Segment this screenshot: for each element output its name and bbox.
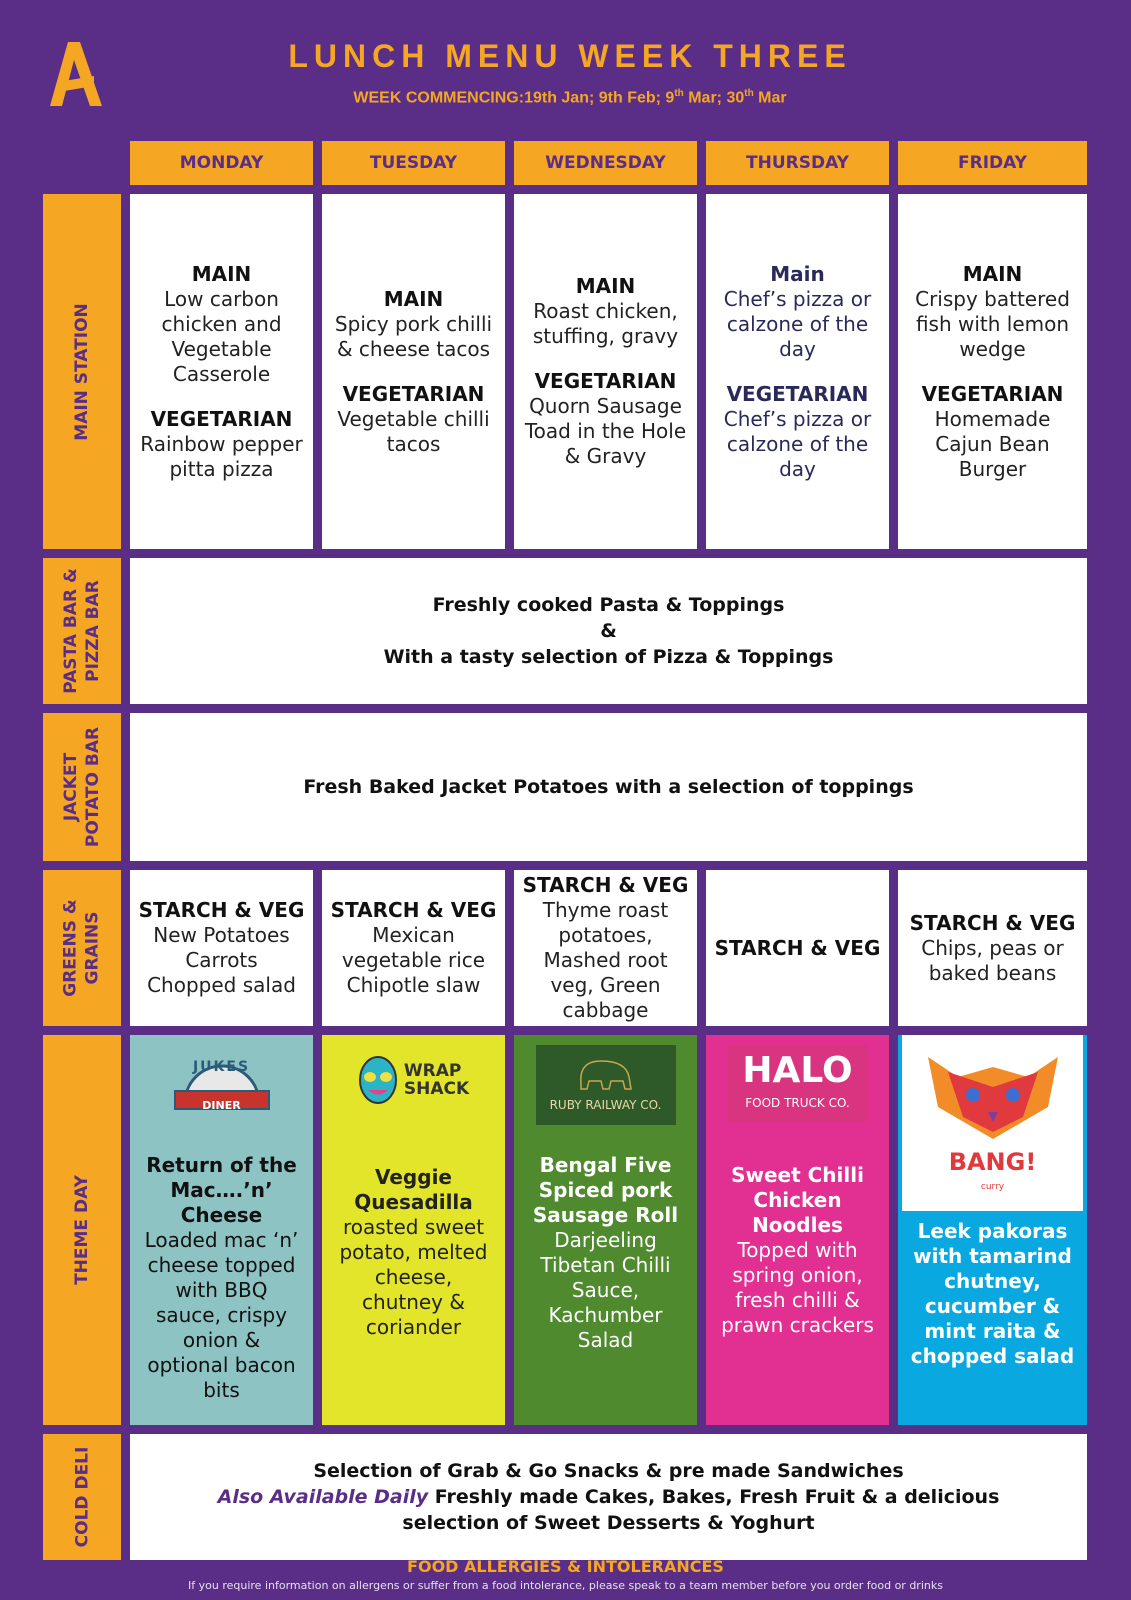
greens-tuesday: STARCH & VEG Mexican vegetable rice Chipotle slaw [322, 870, 505, 1026]
row-label-greens-grains: GREENS & GRAINS [43, 870, 121, 1026]
elephant-icon [571, 1053, 641, 1093]
jukes-diner-logo: JUKES DINER [163, 1045, 281, 1121]
greens-wednesday: STARCH & VEG Thyme roast potatoes, Mashed root veg, Green cabbage [514, 870, 697, 1026]
main-station-thursday: Main Chef’s pizza or calzone of the day VEGETARIAN Chef’s pizza or calzone of the day [706, 194, 889, 549]
main-station-friday: MAIN Crispy battered fish with lemon wedge VEGETARIAN Homemade Cajun Bean Burger [898, 194, 1087, 549]
theme-wednesday: RUBY RAILWAY CO. Bengal Five Spiced pork Sausage Roll Darjeeling Tibetan Chilli Sauce, Kachumber Salad [514, 1035, 697, 1425]
row-label-jacket-potato-bar: JACKET POTATO BAR [43, 713, 121, 861]
pasta-pizza-bar-cell: Freshly cooked Pasta & Toppings & With a tasty selection of Pizza & Toppings [130, 558, 1087, 704]
wrap-shack-logo: WRAP SHACK [358, 1055, 469, 1105]
week-commencing: WEEK COMMENCING:19th Jan; 9th Feb; 9th Mar; 30th Mar [353, 88, 787, 107]
greens-friday: STARCH & VEG Chips, peas or baked beans [898, 870, 1087, 1026]
day-header-thursday: THURSDAY [706, 141, 889, 185]
allergy-note: If you require information on allergens or suffer from a food intolerance, please speak to a team member before you order food or drinks [188, 1579, 943, 1592]
allergy-heading: FOOD ALLERGIES & INTOLERANCES [407, 1557, 724, 1576]
day-header-monday: MONDAY [130, 141, 313, 185]
a-monogram-logo [50, 42, 102, 106]
page-title: LUNCH MENU WEEK THREE [288, 38, 852, 74]
ruby-railway-logo: RUBY RAILWAY CO. [536, 1045, 676, 1125]
theme-friday: BANG! curry Leek pakoras with tamarind chutney, cucumber & mint raita & chopped salad [898, 1035, 1087, 1425]
bang-curry-logo: BANG! curry [902, 1035, 1083, 1211]
greens-thursday: STARCH & VEG [706, 870, 889, 1026]
theme-thursday: HALO FOOD TRUCK CO. Sweet Chilli Chicken Noodles Topped with spring onion, fresh chilli & prawn crackers [706, 1035, 889, 1425]
main-station-tuesday: MAIN Spicy pork chilli & cheese tacos VEGETARIAN Vegetable chilli tacos [322, 194, 505, 549]
row-label-main-station: MAIN STATION [43, 194, 121, 549]
row-label-cold-deli: COLD DELI [43, 1434, 121, 1560]
tiger-face-icon [918, 1047, 1068, 1143]
day-header-wednesday: WEDNESDAY [514, 141, 697, 185]
theme-monday: JUKES DINER Return of the Mac….’n’ Cheese Loaded mac ‘n’ cheese topped with BBQ sauce, crispy onion & optional bacon bits [130, 1035, 313, 1425]
greens-monday: STARCH & VEG New Potatoes Carrots Chopped salad [130, 870, 313, 1026]
cold-deli-cell: Selection of Grab & Go Snacks & pre made Sandwiches Also Available Daily Freshly made Cakes, Bakes, Fresh Fruit & a delicious selection of Sweet Desserts & Yoghurt [130, 1434, 1087, 1560]
row-label-pasta-bar: PASTA BAR & PIZZA BAR [43, 558, 121, 704]
main-station-monday: MAIN Low carbon chicken and Vegetable Casserole VEGETARIAN Rainbow pepper pitta pizza [130, 194, 313, 549]
day-header-tuesday: TUESDAY [322, 141, 505, 185]
row-label-theme-day: THEME DAY [43, 1035, 121, 1425]
halo-food-truck-logo: HALO FOOD TRUCK CO. [728, 1045, 868, 1121]
luchador-mask-icon [358, 1055, 398, 1105]
day-header-friday: FRIDAY [898, 141, 1087, 185]
jacket-potato-bar-cell: Fresh Baked Jacket Potatoes with a selection of toppings [130, 713, 1087, 861]
theme-tuesday: WRAP SHACK Veggie Quesadilla roasted sweet potato, melted cheese, chutney & coriander [322, 1035, 505, 1425]
main-station-wednesday: MAIN Roast chicken, stuffing, gravy VEGETARIAN Quorn Sausage Toad in the Hole & Gravy [514, 194, 697, 549]
